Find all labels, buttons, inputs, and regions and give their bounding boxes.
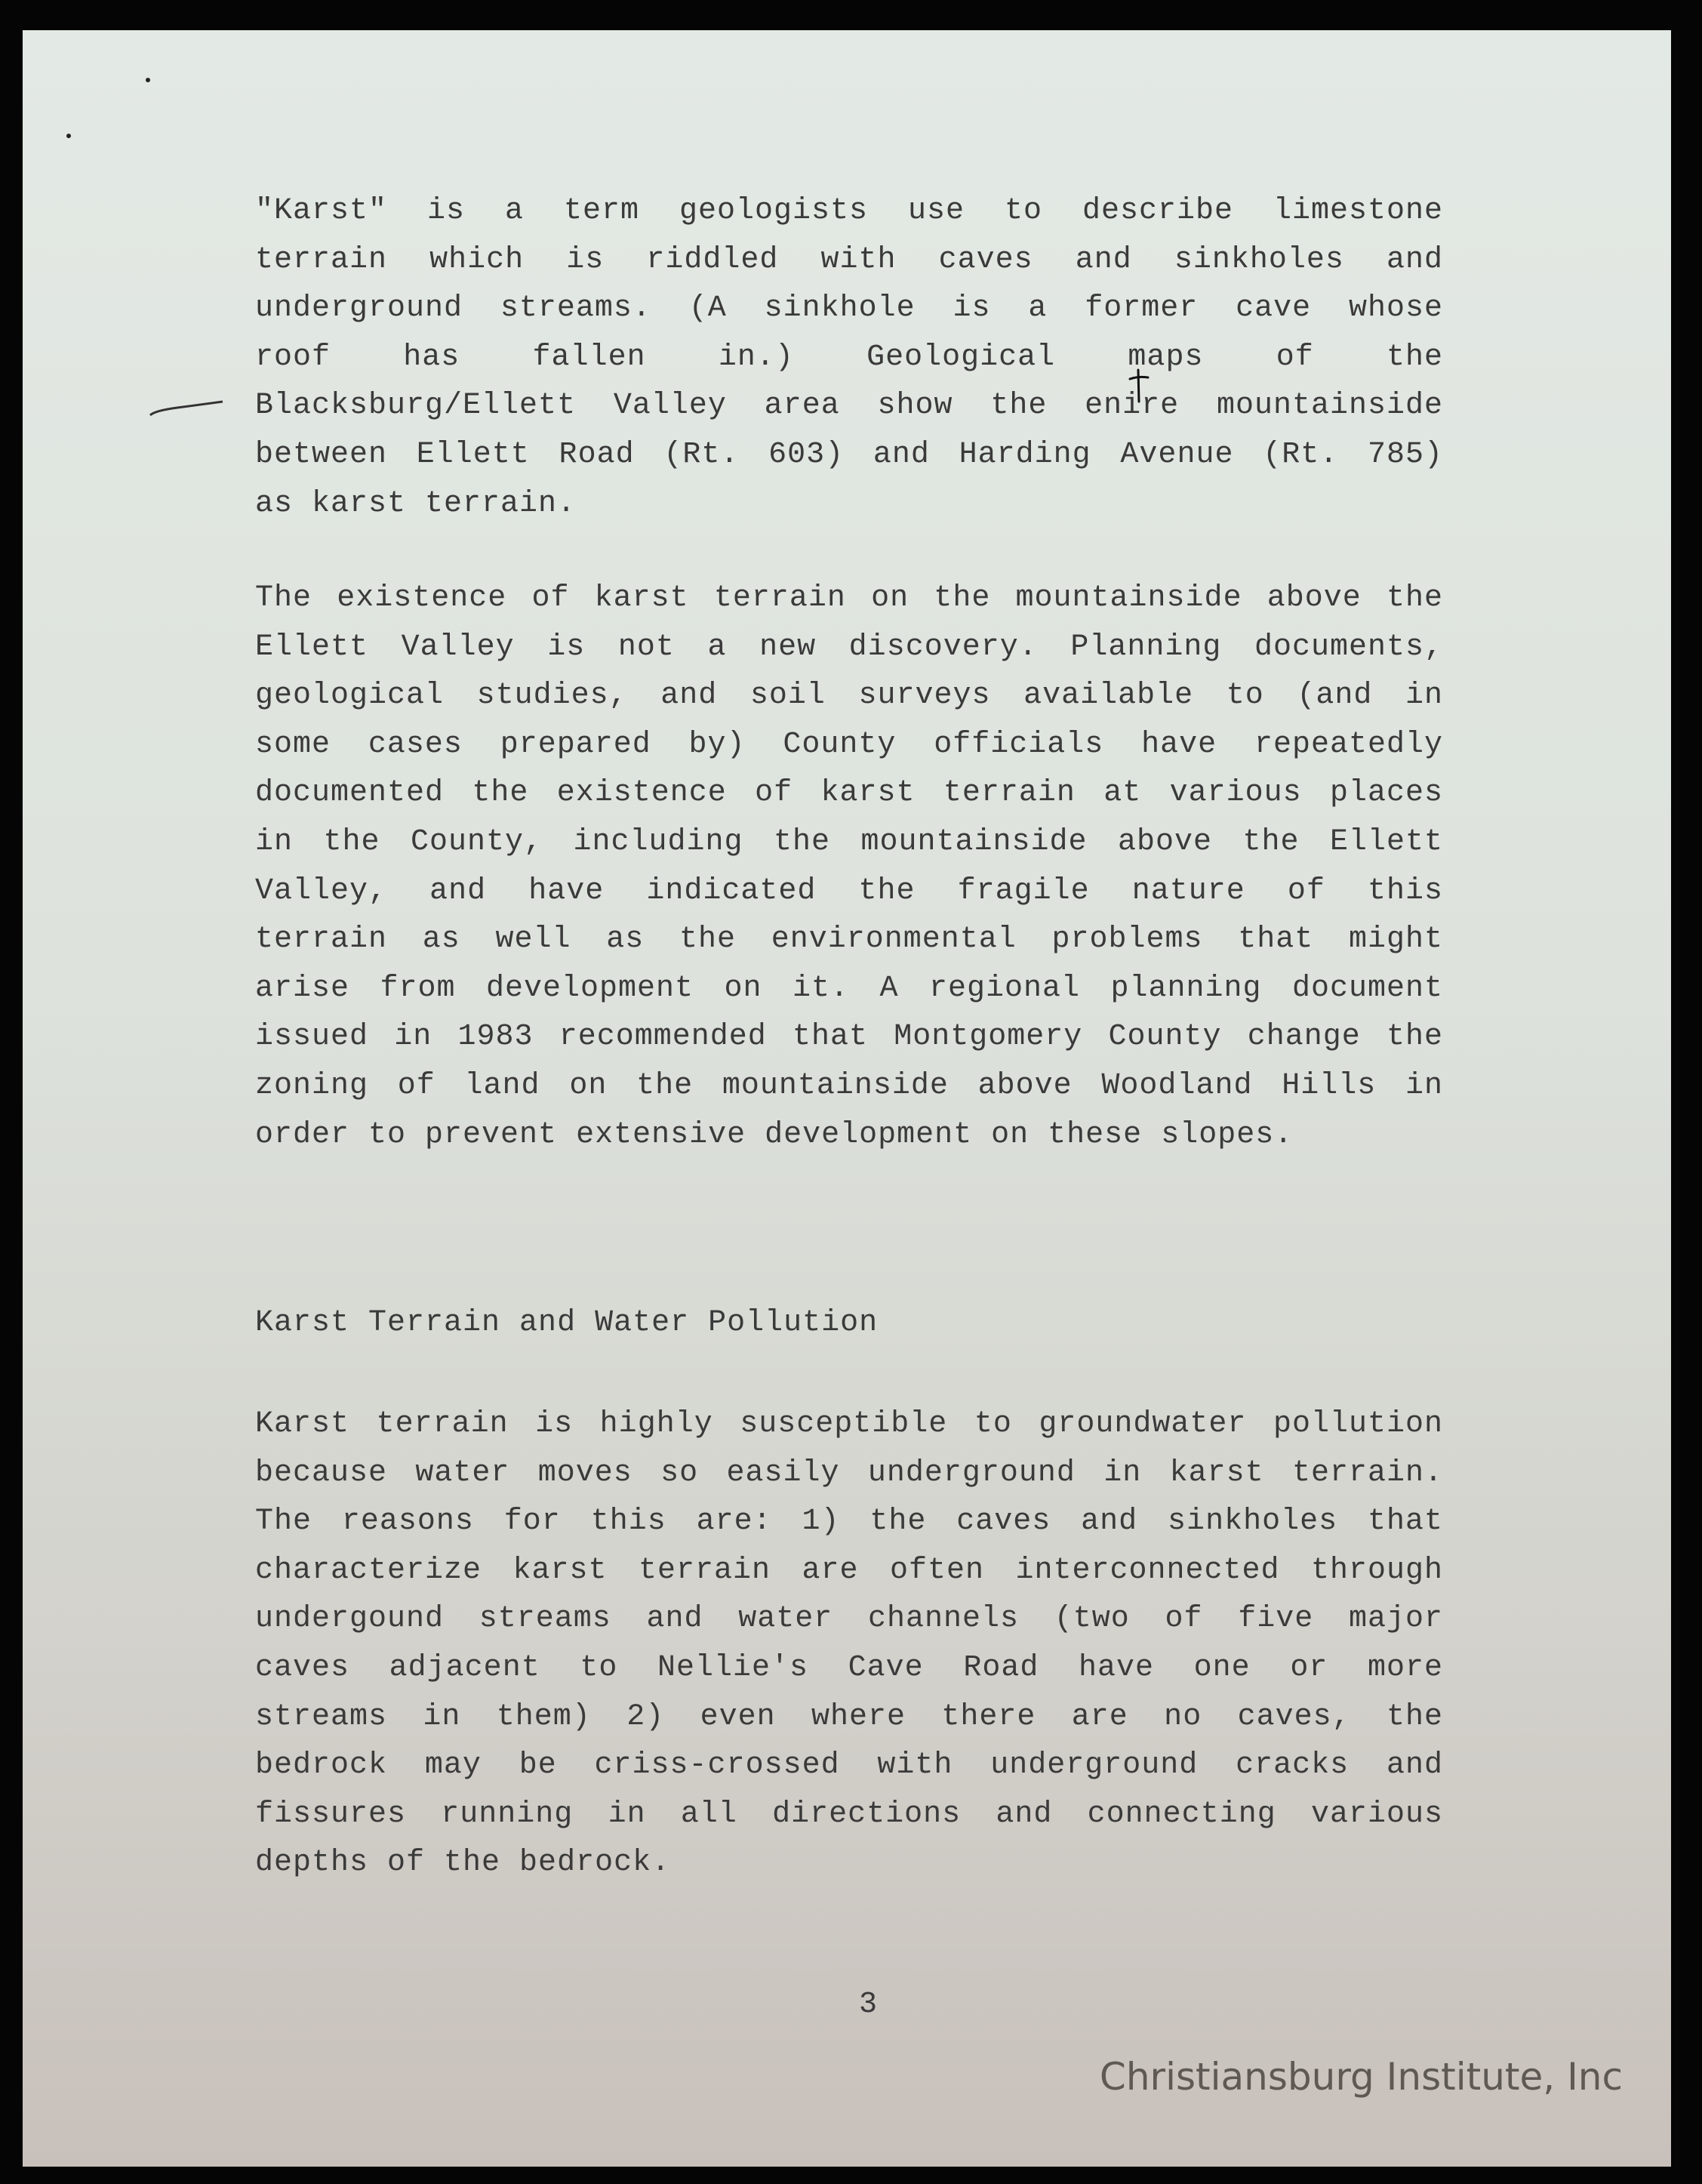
text-line: issued in 1983 recommended that Montgomery County change the xyxy=(255,1020,1443,1055)
text-line: undergound streams and water channels (two of five major xyxy=(255,1602,1443,1637)
text-line: roof has fallen in.) Geological maps of the xyxy=(255,340,1443,374)
text-line: arise from development on it. A regional planning document xyxy=(255,971,1443,1006)
text-line: The existence of karst terrain on the mountainside above the xyxy=(255,581,1443,615)
text-line: depths of the bedrock. xyxy=(255,1846,671,1881)
paragraph-3 xyxy=(255,1400,1443,1888)
text-line: terrain which is riddled with caves and sinkholes and xyxy=(255,242,1443,277)
text-line: zoning of land on the mountainside above Woodland Hills in xyxy=(255,1068,1443,1103)
page-number: 3 xyxy=(859,1988,878,2022)
text-line: underground streams. (A sinkhole is a former cave whose xyxy=(255,291,1443,326)
text-line: geological studies, and soil surveys available to (and in xyxy=(255,679,1443,713)
text-line: documented the existence of karst terrain at various places xyxy=(255,776,1443,811)
text-line: some cases prepared by) County officials have repeatedly xyxy=(255,727,1443,762)
margin-arrow-mark xyxy=(147,393,230,423)
text-line: Ellett Valley is not a new discovery. Planning documents, xyxy=(255,630,1443,664)
paragraph-1 xyxy=(255,187,1443,528)
text-line: bedrock may be criss-crossed with underground cracks and xyxy=(255,1748,1443,1783)
text-line: streams in them) 2) even where there are no caves, the xyxy=(255,1699,1443,1734)
watermark: Christiansburg Institute, Inc xyxy=(1099,2055,1623,2099)
text-line: fissures running in all directions and connecting various xyxy=(255,1797,1443,1831)
text-line: between Ellett Road (Rt. 603) and Harding Avenue (Rt. 785) xyxy=(255,437,1443,472)
text-line: The reasons for this are: 1) the caves and sinkholes that xyxy=(255,1505,1443,1539)
section-heading: Karst Terrain and Water Pollution xyxy=(255,1306,879,1340)
text-line: Valley, and have indicated the fragile nature of this xyxy=(255,873,1443,908)
text-line: Blacksburg/Ellett Valley area show the enire mountainside xyxy=(255,389,1443,424)
handwritten-insert-caret xyxy=(1128,367,1150,405)
text-line: as karst terrain. xyxy=(255,486,577,521)
text-line: order to prevent extensive development on these slopes. xyxy=(255,1117,1294,1152)
text-line: Karst terrain is highly susceptible to groundwater pollution xyxy=(255,1407,1443,1441)
text-line: characterize karst terrain are often interconnected through xyxy=(255,1553,1443,1588)
text-line: caves adjacent to Nellie's Cave Road have one or more xyxy=(255,1650,1443,1685)
speck xyxy=(66,134,71,138)
text-line: "Karst" is a term geologists use to describe limestone xyxy=(255,194,1443,228)
paragraph-2 xyxy=(255,574,1443,1160)
text-line: terrain as well as the environmental problems that might xyxy=(255,923,1443,957)
text-line: because water moves so easily underground in karst terrain. xyxy=(255,1455,1443,1490)
speck xyxy=(146,78,150,82)
text-line: in the County, including the mountainside above the Ellett xyxy=(255,824,1443,859)
